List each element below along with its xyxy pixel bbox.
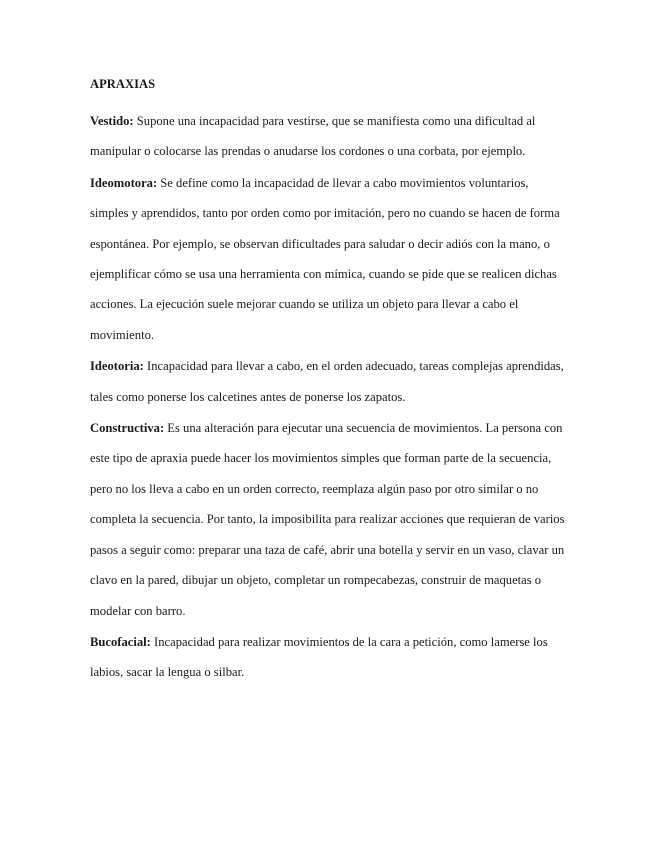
section-term: Constructiva: <box>90 421 165 436</box>
section-term: Vestido: <box>90 114 134 128</box>
section-text: Incapacidad para realizar movimientos de la cara a petición, como lamerse los labios, sacar la lengua o silbar. <box>90 634 548 680</box>
section-term: Ideotoria: <box>90 359 144 374</box>
section-ideomotora <box>90 168 568 350</box>
section-bucofacial <box>90 627 568 688</box>
section-constructiva <box>90 413 568 626</box>
section-text: Incapacidad para llevar a cabo, en el orden adecuado, tareas complejas aprendidas, tales como ponerse los calcetines antes de ponerse los zapatos. <box>90 359 564 404</box>
section-text: Es una alteración para ejecutar una secuencia de movimientos. La persona con este tipo de apraxia puede hacer los movimientos simples que forman parte de la secuencia, pero no los lleva a cabo en un orden correcto, reemplaza algún paso por otro similar o no completa la secuencia. Por tanto, la imposibilita para realizar acciones que requieran de varios pasos a seguir como: preparar una taza de café, abrir una botella y servir en un vaso, clavar un clavo en la pared, dibujar un objeto, completar un rompecabezas, construir de maquetas o modelar con barro. <box>90 421 565 618</box>
section-text: Se define como la incapacidad de llevar a cabo movimientos voluntarios, simples y aprendidos, tanto por orden como por imitación, pero no cuando se hacen de forma espontánea. Por ejemplo, se observan dificultades para saludar o decir adiós con la mano, o ejemplificar cómo se usa una herramienta con mímica, cuando se pide que se realicen dichas acciones. La ejecución suele mejorar cuando se utiliza un objeto para llevar a cabo el movimiento. <box>90 175 560 342</box>
document-title: APRAXIAS <box>90 77 156 91</box>
document-page <box>90 75 568 695</box>
section-term: Ideomotora: <box>90 175 158 190</box>
section-term: Bucofacial: <box>90 634 151 649</box>
section-ideotoria <box>90 351 568 412</box>
section-vestido <box>90 106 568 167</box>
section-text: Supone una incapacidad para vestirse, que se manifiesta como una dificultad al manipular o colocarse las prendas o anudarse los cordones o una corbata, por ejemplo. <box>90 114 536 159</box>
